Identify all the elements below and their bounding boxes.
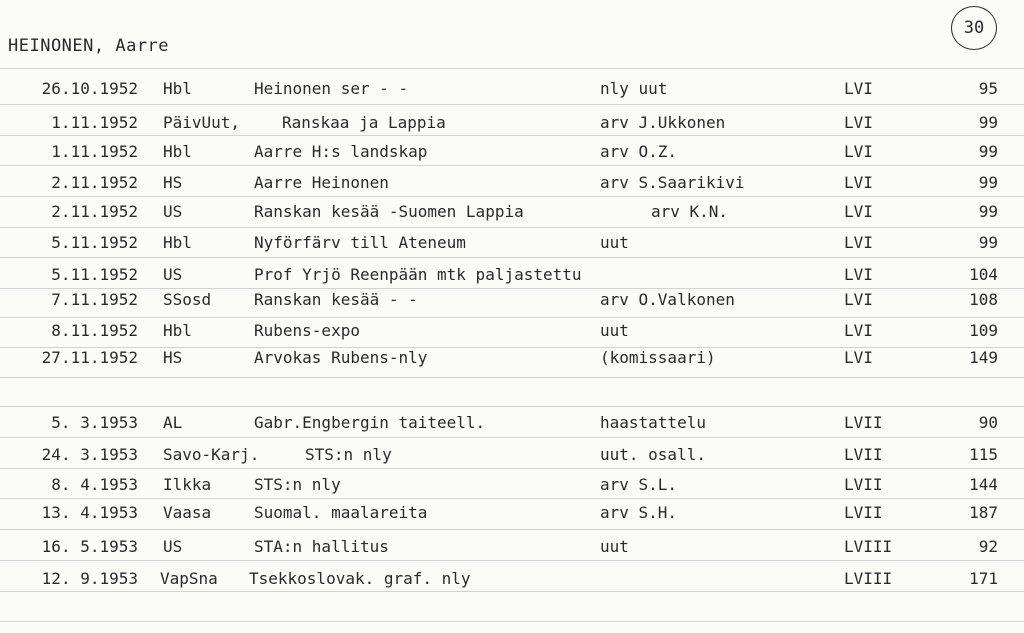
ruled-line	[0, 317, 1024, 318]
entry-row	[0, 202, 1024, 224]
entry-volume: LVI	[844, 233, 873, 252]
entry-page: 108	[969, 290, 998, 309]
entry-source: HS	[163, 173, 183, 192]
entry-page: 109	[969, 321, 998, 340]
entry-row	[0, 173, 1024, 195]
entry-row	[0, 265, 1024, 287]
entry-topic: STA:n hallitus	[254, 537, 389, 556]
entry-row	[0, 142, 1024, 164]
entry-volume: LVI	[844, 321, 873, 340]
entry-date: 5.11.1952	[51, 233, 138, 252]
entry-source: Hbl	[163, 233, 192, 252]
entry-date: 8.11.1952	[51, 321, 138, 340]
entry-page: 95	[978, 79, 998, 98]
ruled-line	[0, 135, 1024, 136]
entry-volume: LVIII	[844, 537, 893, 556]
entry-volume: LVI	[844, 348, 873, 367]
entry-row	[0, 569, 1024, 591]
entry-source: Hbl	[163, 79, 192, 98]
entry-page: 99	[978, 113, 998, 132]
ruled-line	[0, 227, 1024, 228]
entry-date: 24. 3.1953	[41, 445, 138, 464]
entry-page: 144	[969, 475, 998, 494]
entry-volume: LVI	[844, 202, 873, 221]
entry-source: Savo-Karj.	[163, 445, 260, 464]
entry-row	[0, 445, 1024, 467]
entry-row	[0, 503, 1024, 525]
entry-note: haastattelu	[600, 413, 706, 432]
entry-date: 5. 3.1953	[51, 413, 138, 432]
entry-page: 99	[978, 173, 998, 192]
entry-source: PäivUut,	[163, 113, 241, 132]
entry-topic: Rubens-expo	[254, 321, 360, 340]
entry-topic: Suomal. maalareita	[254, 503, 428, 522]
entry-date: 5.11.1952	[51, 265, 138, 284]
ruled-line	[0, 437, 1024, 438]
entry-note: arv O.Z.	[600, 142, 678, 161]
entry-date: 12. 9.1953	[41, 569, 138, 588]
entry-row	[0, 113, 1024, 135]
entry-note: nly uut	[600, 79, 668, 98]
entry-volume: LVI	[844, 290, 873, 309]
entry-date: 8. 4.1953	[51, 475, 138, 494]
ruled-line	[0, 165, 1024, 166]
entry-date: 2.11.1952	[51, 173, 138, 192]
entry-source: HS	[163, 348, 183, 367]
entry-note: arv J.Ukkonen	[600, 113, 726, 132]
entry-topic: Ranskaa ja Lappia	[282, 113, 446, 132]
entry-topic: Arvokas Rubens-nly	[254, 348, 428, 367]
entry-note: uut	[600, 321, 629, 340]
entry-date: 1.11.1952	[51, 142, 138, 161]
entry-date: 27.11.1952	[41, 348, 138, 367]
entry-row	[0, 233, 1024, 255]
entry-note: arv K.N.	[651, 202, 729, 221]
entry-note: (komissaari)	[600, 348, 716, 367]
entry-source: AL	[163, 413, 183, 432]
ruled-line	[0, 498, 1024, 499]
entry-topic: STS:n nly	[254, 475, 341, 494]
entry-date: 1.11.1952	[51, 113, 138, 132]
entry-note: uut	[600, 233, 629, 252]
entry-source: Hbl	[163, 142, 192, 161]
page-number-circle: 30	[951, 6, 997, 50]
entry-page: 92	[978, 537, 998, 556]
entry-page: 99	[978, 142, 998, 161]
entry-source: US	[163, 265, 183, 284]
entry-row	[0, 348, 1024, 370]
entry-source: US	[163, 202, 183, 221]
entry-volume: LVIII	[844, 569, 893, 588]
entry-volume: LVI	[844, 142, 873, 161]
entry-volume: LVI	[844, 173, 873, 192]
ruled-line	[0, 529, 1024, 530]
ruled-line	[0, 591, 1024, 592]
entry-row	[0, 413, 1024, 435]
entry-note: arv S.Saarikivi	[600, 173, 745, 192]
entry-date: 16. 5.1953	[41, 537, 138, 556]
entry-page: 90	[978, 413, 998, 432]
entry-source: US	[163, 537, 183, 556]
entry-note: arv O.Valkonen	[600, 290, 735, 309]
entry-source: VapSna	[160, 569, 218, 588]
ruled-line	[0, 257, 1024, 258]
entry-note: uut	[600, 537, 629, 556]
ruled-line	[0, 406, 1024, 407]
entry-page: 149	[969, 348, 998, 367]
entry-volume: LVII	[844, 503, 883, 522]
entry-row	[0, 321, 1024, 343]
entry-source: Hbl	[163, 321, 192, 340]
entry-page: 171	[969, 569, 998, 588]
entry-volume: LVI	[844, 265, 873, 284]
entry-date: 7.11.1952	[51, 290, 138, 309]
entry-source: Ilkka	[163, 475, 212, 494]
entry-row	[0, 290, 1024, 312]
entry-topic: Gabr.Engbergin taiteell.	[254, 413, 486, 432]
entry-note: uut. osall.	[600, 445, 706, 464]
entry-topic: Aarre H:s landskap	[254, 142, 428, 161]
entry-source: SSosd	[163, 290, 212, 309]
entry-note: arv S.H.	[600, 503, 678, 522]
entry-topic: Ranskan kesää - -	[254, 290, 418, 309]
ruled-line	[0, 468, 1024, 469]
entry-topic: STS:n nly	[305, 445, 392, 464]
entry-page: 104	[969, 265, 998, 284]
entry-note: arv S.L.	[600, 475, 678, 494]
entry-page: 115	[969, 445, 998, 464]
entry-volume: LVII	[844, 445, 883, 464]
ruled-line	[0, 560, 1024, 561]
entry-topic: Heinonen ser - -	[254, 79, 409, 98]
entry-date: 2.11.1952	[51, 202, 138, 221]
entry-row	[0, 79, 1024, 101]
entry-row	[0, 475, 1024, 497]
entry-topic: Aarre Heinonen	[254, 173, 389, 192]
ruled-line	[0, 68, 1024, 69]
entry-volume: LVI	[844, 113, 873, 132]
entry-date: 13. 4.1953	[41, 503, 138, 522]
ruled-line	[0, 377, 1024, 378]
entry-page: 99	[978, 233, 998, 252]
entry-topic: Prof Yrjö Reenpään mtk paljastettu	[254, 265, 582, 284]
ruled-line	[0, 288, 1024, 289]
entry-page: 99	[978, 202, 998, 221]
ruled-line	[0, 621, 1024, 622]
entry-topic: Nyförfärv till Ateneum	[254, 233, 466, 252]
entry-date: 26.10.1952	[41, 79, 138, 98]
card-title: HEINONEN, Aarre	[8, 36, 170, 56]
entry-source: Vaasa	[163, 503, 212, 522]
entry-row	[0, 537, 1024, 559]
ruled-line	[0, 104, 1024, 105]
entry-volume: LVII	[844, 475, 883, 494]
entry-topic: Tsekkoslovak. graf. nly	[249, 569, 471, 588]
ruled-line	[0, 196, 1024, 197]
entry-topic: Ranskan kesää -Suomen Lappia	[254, 202, 524, 221]
entry-volume: LVI	[844, 79, 873, 98]
entry-volume: LVII	[844, 413, 883, 432]
entry-page: 187	[969, 503, 998, 522]
